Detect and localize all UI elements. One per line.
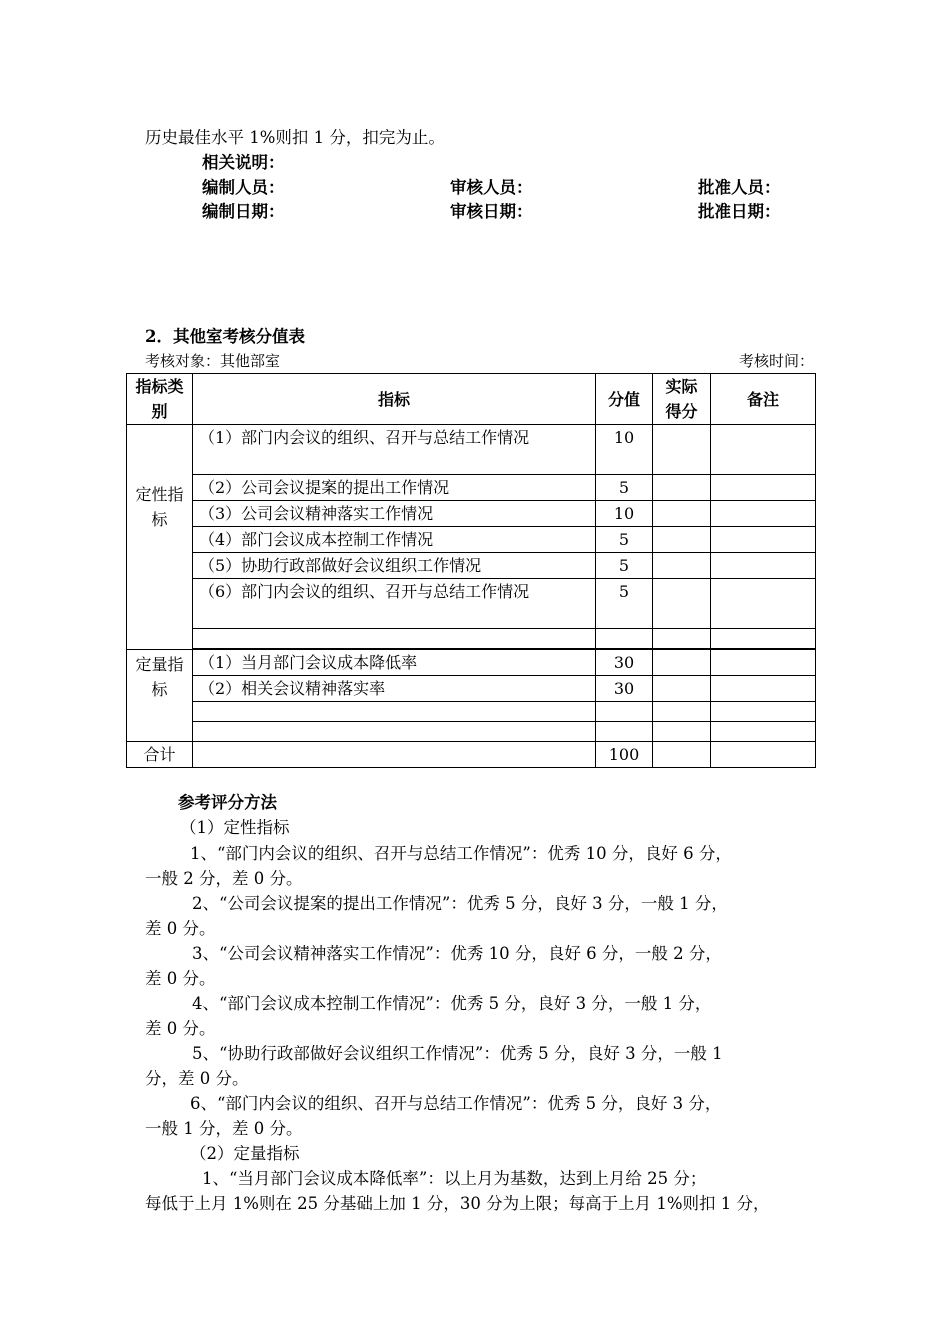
table-row xyxy=(127,425,816,475)
indicator-score: 10 xyxy=(596,501,653,527)
indicator-name: （1）部门内会议的组织、召开与总结工作情况 xyxy=(193,425,596,475)
total-score: 100 xyxy=(596,742,653,768)
empty-cell[interactable] xyxy=(596,702,653,722)
header-score: 分值 xyxy=(596,374,653,425)
actual-cell[interactable] xyxy=(653,676,711,702)
table-row xyxy=(127,501,816,527)
qual-rule-2-cont: 差 0 分。 xyxy=(145,919,216,938)
empty-cell[interactable] xyxy=(193,702,596,722)
table-row xyxy=(127,553,816,579)
remark-cell[interactable] xyxy=(711,650,816,676)
indicator-name: （3）公司会议精神落实工作情况 xyxy=(193,501,596,527)
actual-cell[interactable] xyxy=(653,527,711,553)
empty-cell[interactable] xyxy=(711,629,816,649)
empty-cell[interactable] xyxy=(653,702,711,722)
header-actual: 实际得分 xyxy=(653,374,711,425)
empty-cell[interactable] xyxy=(711,722,816,742)
empty-cell[interactable] xyxy=(193,629,596,649)
remark-cell[interactable] xyxy=(711,553,816,579)
remark-cell[interactable] xyxy=(711,676,816,702)
indicator-score: 5 xyxy=(596,579,653,629)
indicator-name: （6）部门内会议的组织、召开与总结工作情况 xyxy=(193,579,596,629)
actual-cell[interactable] xyxy=(653,425,711,475)
table-row xyxy=(127,579,816,629)
qual-rule-5-cont: 分，差 0 分。 xyxy=(145,1069,249,1088)
table-row-empty xyxy=(127,722,816,742)
indicator-score: 30 xyxy=(596,676,653,702)
empty-cell[interactable] xyxy=(653,629,711,649)
empty-cell[interactable] xyxy=(596,722,653,742)
review-date-label: 审核日期： xyxy=(450,202,533,221)
empty-cell[interactable] xyxy=(193,722,596,742)
indicator-name: （2）公司会议提案的提出工作情况 xyxy=(193,475,596,501)
header-indicator: 指标 xyxy=(193,374,596,425)
remark-cell[interactable] xyxy=(711,579,816,629)
carryover-text: 历史最佳水平 1%则扣 1 分，扣完为止。 xyxy=(145,128,445,147)
indicator-score: 5 xyxy=(596,475,653,501)
empty-cell[interactable] xyxy=(711,702,816,722)
qual-rule-4: 4、“部门会议成本控制工作情况”：优秀 5 分，良好 3 分，一般 1 分， xyxy=(192,994,712,1013)
score-table xyxy=(126,373,816,768)
note-label: 相关说明： xyxy=(202,153,285,172)
total-label: 合计 xyxy=(127,742,193,768)
table-row xyxy=(127,475,816,501)
compiler-label: 编制人员： xyxy=(202,178,285,197)
qual-rule-1: 1、“部门内会议的组织、召开与总结工作情况”：优秀 10 分，良好 6 分， xyxy=(190,844,732,863)
table-header-row xyxy=(127,374,816,425)
actual-cell[interactable] xyxy=(653,650,711,676)
table-row-empty xyxy=(127,702,816,722)
qual-rule-2: 2、“公司会议提案的提出工作情况”：优秀 5 分，良好 3 分，一般 1 分， xyxy=(192,894,728,913)
actual-cell[interactable] xyxy=(653,742,711,768)
quant-category: 定量指标 xyxy=(127,650,193,742)
indicator-name: （5）协助行政部做好会议组织工作情况 xyxy=(193,553,596,579)
table-row xyxy=(127,527,816,553)
indicator-name: （4）部门会议成本控制工作情况 xyxy=(193,527,596,553)
assessment-time: 考核时间： xyxy=(739,352,815,370)
assessment-target: 考核对象：其他部室 xyxy=(145,352,281,370)
qual-rule-5: 5、“协助行政部做好会议组织工作情况”：优秀 5 分，良好 3 分，一般 1 xyxy=(192,1044,723,1063)
qual-rule-1-cont: 一般 2 分，差 0 分。 xyxy=(145,869,303,888)
approver-label: 批准人员： xyxy=(698,178,781,197)
remark-cell[interactable] xyxy=(711,425,816,475)
header-category: 指标类别 xyxy=(127,374,193,425)
remark-cell[interactable] xyxy=(711,742,816,768)
table-row xyxy=(127,650,816,676)
approve-date-label: 批准日期： xyxy=(698,202,781,221)
qual-category: 定性指标 xyxy=(127,425,193,650)
section-title: 2．其他室考核分值表 xyxy=(145,327,305,346)
empty-cell[interactable] xyxy=(596,629,653,649)
header-remark: 备注 xyxy=(711,374,816,425)
table-row-empty xyxy=(127,629,816,649)
quant-method-title: （2）定量指标 xyxy=(190,1144,300,1163)
qual-rule-4-cont: 差 0 分。 xyxy=(145,1019,216,1038)
actual-cell[interactable] xyxy=(653,501,711,527)
qual-rule-3: 3、“公司会议精神落实工作情况”：优秀 10 分，良好 6 分，一般 2 分， xyxy=(192,944,722,963)
total-blank xyxy=(193,742,596,768)
actual-cell[interactable] xyxy=(653,553,711,579)
quant-rule-1: 1、“当月部门会议成本降低率”：以上月为基数，达到上月给 25 分； xyxy=(202,1169,707,1188)
remark-cell[interactable] xyxy=(711,527,816,553)
remark-cell[interactable] xyxy=(711,501,816,527)
indicator-score: 5 xyxy=(596,553,653,579)
indicator-score: 10 xyxy=(596,425,653,475)
indicator-name: （2）相关会议精神落实率 xyxy=(193,676,596,702)
method-title: 参考评分方法 xyxy=(178,793,277,812)
quant-rule-1-cont: 每低于上月 1%则在 25 分基础上加 1 分，30 分为上限；每高于上月 1%则扣 1 分， xyxy=(145,1194,770,1213)
remark-cell[interactable] xyxy=(711,475,816,501)
qual-rule-3-cont: 差 0 分。 xyxy=(145,969,216,988)
qual-method-title: （1）定性指标 xyxy=(180,818,290,837)
actual-cell[interactable] xyxy=(653,475,711,501)
indicator-score: 30 xyxy=(596,650,653,676)
indicator-name: （1）当月部门会议成本降低率 xyxy=(193,650,596,676)
indicator-score: 5 xyxy=(596,527,653,553)
qual-rule-6: 6、“部门内会议的组织、召开与总结工作情况”：优秀 5 分，良好 3 分， xyxy=(190,1094,722,1113)
qual-rule-6-cont: 一般 1 分，差 0 分。 xyxy=(145,1119,303,1138)
actual-cell[interactable] xyxy=(653,579,711,629)
empty-cell[interactable] xyxy=(653,722,711,742)
table-row xyxy=(127,676,816,702)
compile-date-label: 编制日期： xyxy=(202,202,285,221)
reviewer-label: 审核人员： xyxy=(450,178,533,197)
total-row xyxy=(127,742,816,768)
